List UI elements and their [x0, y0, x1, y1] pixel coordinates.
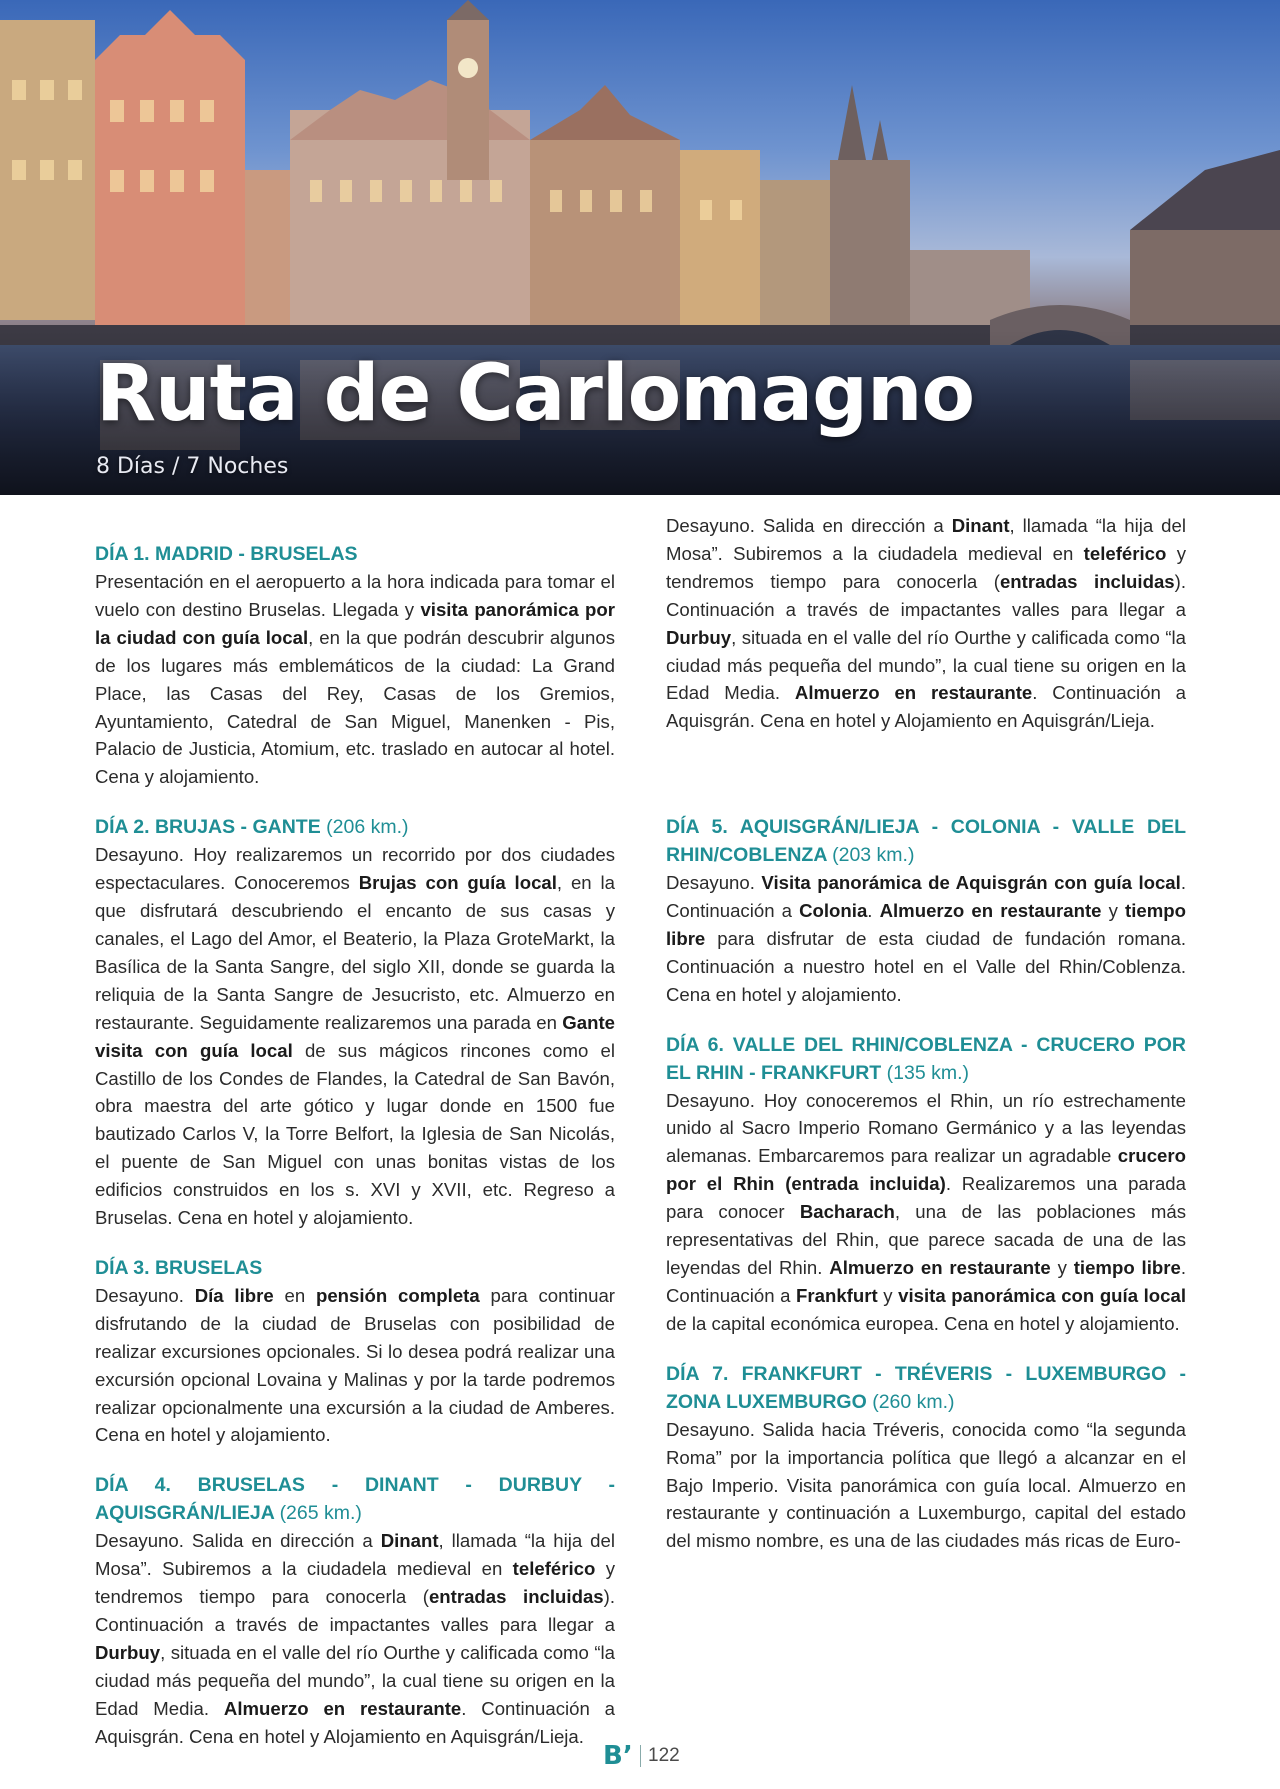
itinerary-day-6	[666, 1031, 1186, 1338]
day-description: Desayuno. Hoy realizaremos un recorrido por dos ciudades espectaculares. Conoceremos Brujas con guía local, en la que disfrutará descubriendo el encanto de sus casas y canales, el Lago del Amor, el Beaterio, la Plaza GroteMarkt, la Basílica de la Santa Sangre, del siglo XII, donde se guarda la reliquia de la Santa Sangre de Jesucristo, etc. Almuerzo en restaurante. Seguidamente realizaremos una parada en Gante visita con guía local de sus mágicos rincones como el Castillo de los Condes de Flandes, la Catedral de San Bavón, obra maestra del arte gótico y lugar donde en 1500 fue bautizado Carlos V, la Torre Belfort, la Iglesia de San Nicolás, el puente de San Miguel con unas bonitas vistas de los edificios construidos en los s. XVI y XVII, etc. Regreso a Bruselas. Cena en hotel y alojamiento.	[95, 844, 616, 1229]
itinerary-day-2	[95, 813, 615, 1232]
itinerary-day-4	[95, 1471, 616, 1747]
day-title: DÍA 5. AQUISGRÁN/LIEJA - COLONIA - VALLE DEL RHIN/COBLENZA (203 km.)	[666, 816, 1186, 866]
day-title: DÍA 7. FRANKFURT - TRÉVERIS - LUXEMBURGO - ZONA LUXEMBURGO (260 km.)	[666, 1362, 1186, 1413]
right-column	[666, 515, 1187, 1577]
itinerary-day-3	[95, 1254, 615, 1449]
left-column	[95, 540, 616, 1747]
day-description: Presentación en el aeropuerto a la hora indicada para tomar el vuelo con destino Bruselas. Llegada y visita panorámica por la ciudad con guía local, en la que podrán descubrir algunos de los lugares más emblemáticos de la ciudad: La Grand Place, las Casas del Rey, Casas de los Gremios, Ayuntamiento, Catedral de San Miguel, Manenken - Pis, Palacio de Justicia, Atomium, etc. traslado en autocar al hotel. Cena y alojamiento.	[95, 571, 615, 788]
day-description: Desayuno. Día libre en pensión completa para continuar disfrutando de la ciudad de Bruselas con posibilidad de realizar excursiones opcionales. Si lo desea podrá realizar una excursión opcional Lovaina y Malinas y por la tarde podremos realizar opcionalmente una excursión a la ciudad de Amberes. Cena en hotel y alojamiento.	[95, 1284, 616, 1446]
day-title: DÍA 2. BRUJAS - GANTE (206 km.)	[95, 816, 409, 839]
day-description: Desayuno. Salida en dirección a Dinant, llamada “la hija del Mosa”. Subiremos a la ciudadela medieval en teleférico y tendremos tiempo para conocerla (entradas incluidas). Continuación a través de impactantes valles para llegar a Durbuy, situada en el valle del río Ourthe y calificada como “la ciudad más pequeña del mundo”, la cual tiene su origen en la Edad Media. Almuerzo en restaurante. Continuación a Aquisgrán. Cena en hotel y Alojamiento en Aquisgrán/Lieja.	[95, 1530, 616, 1747]
day-distance: (265 km.)	[279, 1502, 362, 1525]
day-description-continued: Desayuno. Salida en dirección a Dinant, llamada “la hija del Mosa”. Subiremos a la ciudadela medieval en teleférico y tendremos tiempo para conocerla (entradas incluidas). Continuación a través de impactantes valles para llegar a Durbuy, situada en el valle del río Ourthe y calificada como “la ciudad más pequeña del mundo”, la cual tiene su origen en la Edad Media. Almuerzo en restaurante. Continuación a Aquisgrán. Cena en hotel y Alojamiento en Aquisgrán/Lieja.	[666, 515, 1187, 732]
day-description: Desayuno. Hoy conoceremos el Rhin, un río estrechamente unido al Sacro Imperio Romano Germánico y a las leyendas alemanas. Embarcaremos para realizar un agradable crucero por el Rhin (entrada incluida). Realizaremos una parada para conocer Bacharach, una de las poblaciones más representativas del Rhin, que parece sacada de una de las leyendas del Rhin. Almuerzo en restaurante y tiempo libre. Continuación a Frankfurt y visita panorámica con guía local de la capital económica europea. Cena en hotel y alojamiento.	[666, 1089, 1187, 1334]
page-number: 122	[648, 1745, 680, 1766]
day-distance: (135 km.)	[886, 1061, 969, 1084]
page-footer	[0, 1741, 1280, 1771]
itinerary-day-1	[95, 540, 615, 791]
day-title: DÍA 6. VALLE DEL RHIN/COBLENZA - CRUCERO POR EL RHIN - FRANKFURT (135 km.)	[666, 1033, 1186, 1084]
hero-banner	[0, 0, 1280, 495]
itinerary-day-5	[666, 813, 1186, 1009]
page-subtitle: 8 Días / 7 Noches	[96, 454, 289, 479]
day-title: DÍA 3. BRUSELAS	[95, 1256, 263, 1279]
day-description: Desayuno. Salida hacia Tréveris, conocida como “la segunda Roma” por la importancia política que llegó a alcanzar en el Bajo Imperio. Visita panorámica con guía local. Almuerzo en restaurante y continuación a Luxemburgo, capital del estado del mismo nombre, es una de las ciudades más ricas de Euro-	[666, 1418, 1186, 1552]
itinerary-day-7	[666, 1360, 1186, 1556]
brand-logo: B’	[603, 1741, 633, 1771]
day-title: DÍA 4. BRUSELAS - DINANT - DURBUY - AQUISGRÁN/LIEJA (265 km.)	[95, 1474, 615, 1525]
page-title: Ruta de Carlomagno	[96, 349, 975, 439]
day-distance: (203 km.)	[832, 844, 915, 866]
day-distance: (260 km.)	[872, 1390, 955, 1413]
day-distance: (206 km.)	[326, 816, 409, 839]
itinerary-day-4-continued	[666, 515, 1187, 791]
day-description: Desayuno. Visita panorámica de Aquisgrán con guía local. Continuación a Colonia. Almuerzo en restaurante y tiempo libre para disfrutar de esta ciudad de fundación romana. Continuación a nuestro hotel en el Valle del Rhin/Coblenza. Cena en hotel y alojamiento.	[666, 872, 1186, 1005]
day-title: DÍA 1. MADRID - BRUSELAS	[95, 543, 358, 565]
footer-divider	[640, 1745, 641, 1767]
